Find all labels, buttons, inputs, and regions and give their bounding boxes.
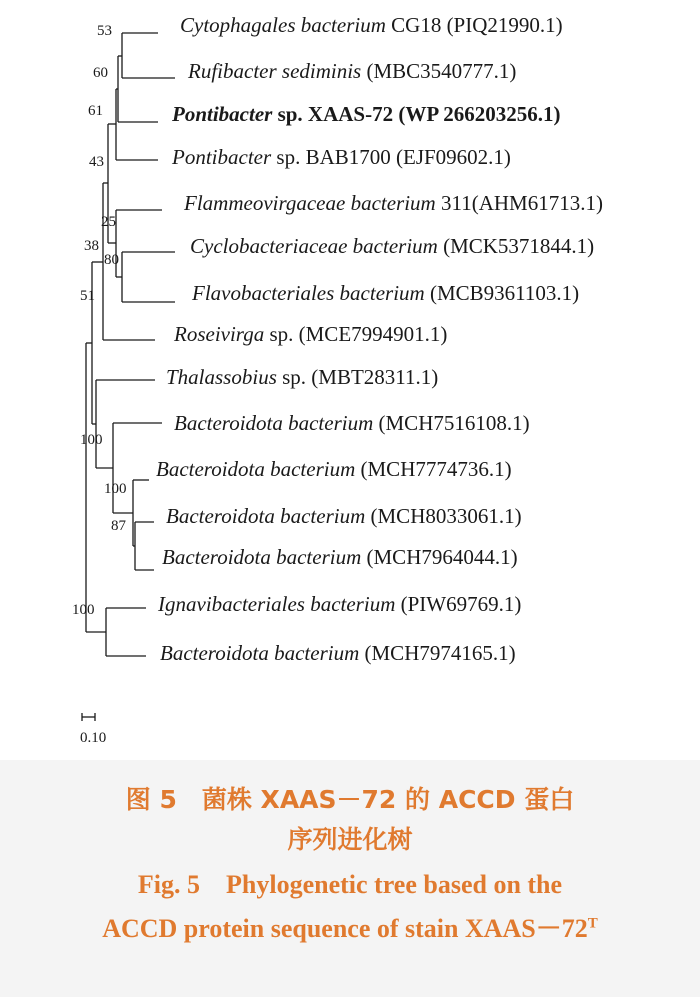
caption-en-line2 [0,908,700,945]
taxon-label: Flavobacteriales bacterium (MCB9361103.1) [192,281,580,305]
taxon-label: Cyclobacteriaceae bacterium (MCK5371844.1) [190,234,595,258]
bootstrap-value: 87 [111,518,126,534]
scale-bar-label: 0.10 [80,730,107,746]
taxon-label: Cytophagales bacterium CG18 (PIQ21990.1) [180,13,563,37]
bootstrap-value: 61 [88,103,103,119]
taxon-label-highlighted: Pontibacter sp. XAAS-72 (WP 266203256.1) [172,102,561,126]
taxon-label: Roseivirga sp. (MCE7994901.1) [174,322,448,346]
bootstrap-value: 25 [101,214,116,230]
bootstrap-value: 80 [104,252,119,268]
taxon-label: Bacteroidota bacterium (MCH7516108.1) [174,411,530,435]
taxon-label: Thalassobius sp. (MBT28311.1) [166,365,439,389]
bootstrap-value: 43 [89,154,104,170]
bootstrap-value: 100 [104,481,127,497]
caption-en-line1: Fig. 5 Phylogenetic tree based on the [137,870,563,899]
bootstrap-value: 100 [80,432,103,448]
bootstrap-value: 53 [97,23,112,39]
bootstrap-value: 100 [72,602,95,618]
caption-en-line2-text: ACCD protein sequence of stain XAAS－72 [102,914,588,943]
taxon-label: Bacteroidota bacterium (MCH7964044.1) [162,545,518,569]
taxon-label: Bacteroidota bacterium (MCH8033061.1) [166,504,522,528]
figure-caption [0,760,700,997]
taxon-label: Bacteroidota bacterium (MCH7974165.1) [160,641,516,665]
bootstrap-value: 38 [84,238,99,254]
taxon-label: Flammeovirgaceae bacterium 311(AHM61713.1) [184,191,603,215]
taxon-label: Bacteroidota bacterium (MCH7774736.1) [156,457,512,481]
caption-cn-line2: 序列进化树 [287,825,413,854]
caption-superscript: T [587,915,598,932]
tree-branches [82,33,175,721]
caption-cn-line1: 图 5 菌株 XAAS－72 的 ACCD 蛋白 [125,785,575,814]
bootstrap-value: 60 [93,65,108,81]
taxon-label: Rufibacter sediminis (MBC3540777.1) [188,59,517,83]
bootstrap-value: 51 [80,288,95,304]
taxon-label: Pontibacter sp. BAB1700 (EJF09602.1) [172,145,511,169]
taxon-label: Ignavibacteriales bacterium (PIW69769.1) [158,592,522,616]
